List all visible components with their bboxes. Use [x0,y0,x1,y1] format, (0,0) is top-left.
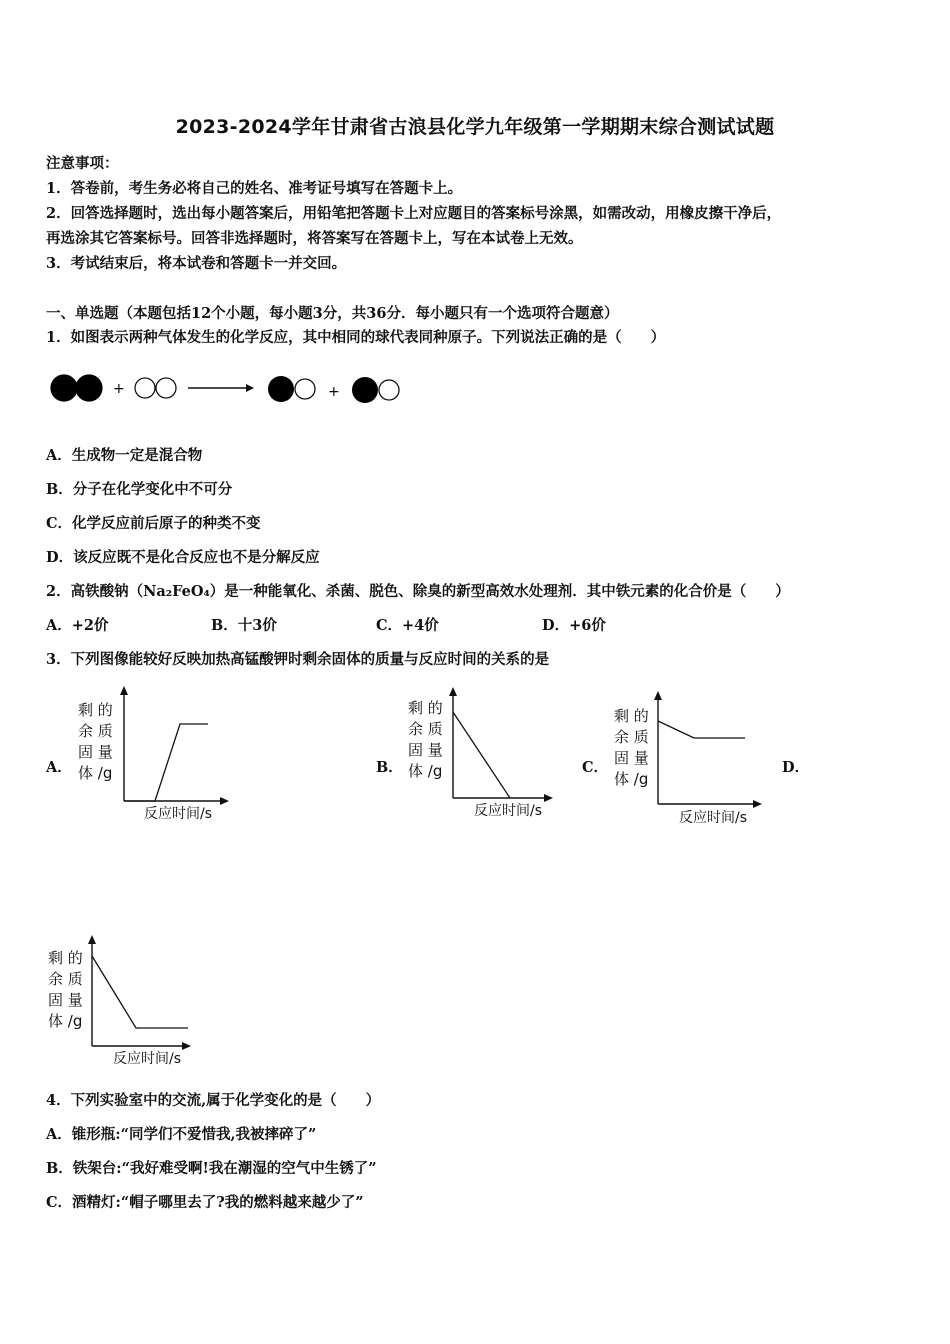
question-2-option-b[interactable]: B．十3价 [211,617,277,634]
question-3-stem: 3．下列图像能较好反映加热高锰酸钾时剩余固体的质量与反应时间的关系的是 [46,651,550,668]
page-title: 2023-2024学年甘肃省古浪县化学九年级第一学期期末综合测试试题 [175,116,775,138]
question-4-stem: 4．下列实验室中的交流,属于化学变化的是（ ） [46,1092,381,1109]
question-1-option-c[interactable]: C．化学反应前后原子的种类不变 [46,515,261,532]
graph-c-ylabel: 剩 的 余 质 固 量 体 /g [614,707,649,788]
question-1-option-d[interactable]: D．该反应既不是化合反应也不是分解反应 [46,549,320,566]
graph-a-ylabel: 剩 的 余 质 固 量 体 /g [78,701,113,782]
question-3-option-c[interactable]: C． [582,759,609,776]
graph-b-ylabel: 剩 的 余 质 固 量 体 /g [408,699,443,780]
question-1-option-a[interactable]: A．生成物一定是混合物 [46,447,203,464]
plus-sign: + [328,384,340,400]
question-1-stem: 1．如图表示两种气体发生的化学反应，其中相同的球代表同种原子。下列说法正确的是（ ） [46,329,666,346]
question-4-option-c[interactable]: C．酒精灯:“帽子哪里去了?我的燃料越来越少了” [46,1194,364,1211]
question-4-option-b[interactable]: B．铁架台:“我好难受啊!我在潮湿的空气中生锈了” [46,1160,377,1177]
question-2-option-a[interactable]: A．+2价 [46,617,109,634]
question-3-option-a[interactable]: A． [46,759,72,776]
notice-item: 2．回答选择题时，选出每小题答案后，用铅笔把答题卡上对应题目的答案标号涂黑，如需改动，用橡皮擦干净后， [46,205,782,222]
graph-d-xlabel: 反应时间/s [113,1051,182,1067]
notice-item: 1．答卷前，考生务必将自己的姓名、准考证号填写在答题卡上。 [46,180,463,197]
notice-item: 3．考试结束后，将本试卷和答题卡一并交回。 [46,255,347,272]
question-1-option-b[interactable]: B．分子在化学变化中不可分 [46,481,233,498]
question-2-stem: 2．高铁酸钠（Na₂FeO₄）是一种能氧化、杀菌、脱色、除臭的新型高效水处理剂．其中铁元素的化合价是（ ） [46,583,790,600]
question-3-option-d[interactable]: D． [782,759,810,776]
graph-a-xlabel: 反应时间/s [144,806,213,822]
plus-sign: + [113,381,125,397]
question-4-option-a[interactable]: A．锥形瓶:“同学们不爱惜我,我被摔碎了” [46,1126,317,1143]
graph-d-curve [92,956,188,1028]
graph-d-ylabel: 剩 的 余 质 固 量 体 /g [48,949,83,1030]
question-2-option-d[interactable]: D．+6价 [542,617,606,634]
notice-heading: 注意事项： [46,155,119,172]
graph-b-xlabel: 反应时间/s [474,803,543,819]
section-heading: 一、单选题（本题包括12个小题，每小题3分，共36分．每小题只有一个选项符合题意） [46,305,619,322]
question-2-option-c[interactable]: C．+4价 [376,617,439,634]
notice-item: 再选涂其它答案标号。回答非选择题时，将答案写在答题卡上，写在本试卷上无效。 [46,230,583,247]
graph-c-xlabel: 反应时间/s [679,810,748,826]
question-3-option-b[interactable]: B． [376,759,403,776]
